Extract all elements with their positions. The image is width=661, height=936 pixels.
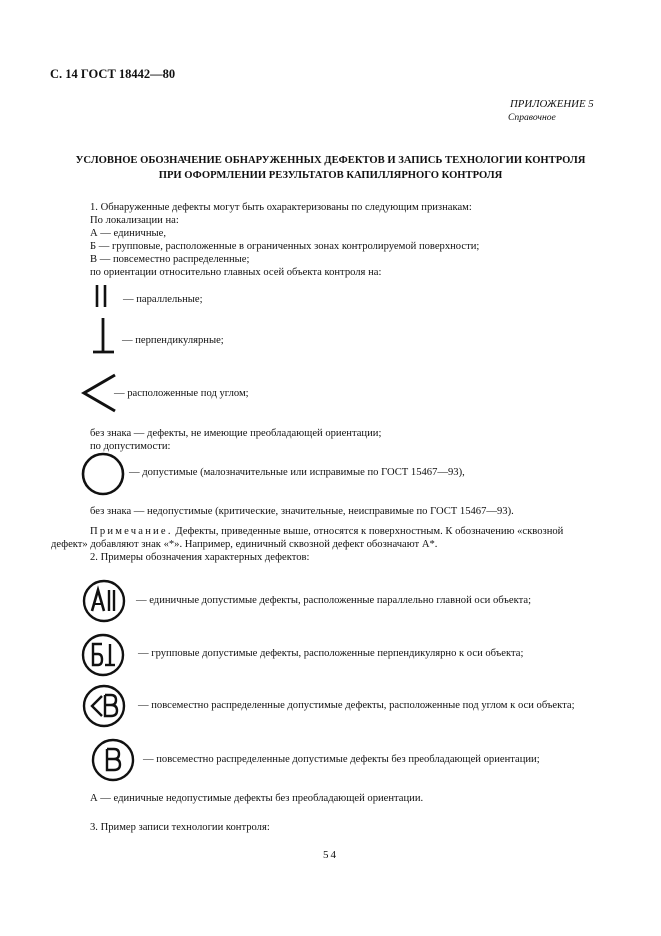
- note-line2: дефект» добавляют знак «*». Например, единичный сквозной дефект обозначают А*.: [51, 539, 438, 550]
- section1-intro: 1. Обнаруженные дефекты могут быть охарактеризованы по следующим признакам:: [90, 202, 472, 213]
- admissible-label: — допустимые (малозначительные или исправимые по ГОСТ 15467—93),: [129, 467, 465, 478]
- orientation-angle-label: — расположенные под углом;: [114, 388, 249, 399]
- page-reference: С. 14 ГОСТ 18442—80: [50, 67, 176, 81]
- no-sign-admissibility: без знака — недопустимые (критические, значительные, неисправимые по ГОСТ 15467—93).: [90, 506, 514, 517]
- no-sign-orientation: без знака — дефекты, не имеющие преобладающей ориентации;: [90, 428, 382, 439]
- orientation-heading: по ориентации относительно главных осей объекта контроля на:: [90, 267, 382, 278]
- localization-heading: По локализации на:: [90, 215, 179, 226]
- perpendicular-icon: [93, 318, 114, 352]
- localization-item-v: В — повсеместно распределенные;: [90, 254, 250, 265]
- note-line1: [90, 525, 563, 538]
- parallel-icon: [97, 285, 105, 307]
- symbol-v-icon: [91, 738, 137, 784]
- document-title-line1: УСЛОВНОЕ ОБОЗНАЧЕНИЕ ОБНАРУЖЕННЫХ ДЕФЕКТОВ И ЗАПИСЬ ТЕХНОЛОГИИ КОНТРОЛЯ: [75, 155, 586, 166]
- example-label-2: — групповые допустимые дефекты, расположенные перпендикулярно к оси объекта;: [138, 648, 524, 659]
- unmarked-example: А — единичные недопустимые дефекты без преобладающей ориентации.: [90, 793, 424, 804]
- note-text: Дефекты, приведенные выше, относятся к поверхностным. К обозначению «сквозной: [172, 526, 564, 537]
- section2-heading: 2. Примеры обозначения характерных дефектов:: [90, 552, 310, 563]
- circle-icon: [80, 451, 128, 499]
- angle-icon: [84, 375, 115, 411]
- note-label: Примечание.: [90, 526, 173, 537]
- example-label-4: — повсеместно распределенные допустимые дефекты без преобладающей ориентации;: [143, 754, 540, 765]
- orientation-perpendicular-label: — перпендикулярные;: [122, 335, 224, 346]
- example-label-3: — повсеместно распределенные допустимые дефекты, расположенные под углом к оси объекта;: [138, 700, 575, 711]
- section3-heading: 3. Пример записи технологии контроля:: [90, 822, 270, 833]
- appendix-type: Справочное: [508, 112, 556, 123]
- page-number: 54: [323, 849, 338, 861]
- localization-item-a: А — единичные,: [90, 228, 166, 239]
- example-label-1: — единичные допустимые дефекты, расположенные параллельно главной оси объекта;: [136, 595, 532, 606]
- admissibility-heading: по допустимости:: [90, 441, 171, 452]
- symbol-v-angle-icon: [82, 684, 128, 730]
- document-title-line2: ПРИ ОФОРМЛЕНИИ РЕЗУЛЬТАТОВ КАПИЛЛЯРНОГО КОНТРОЛЯ: [158, 170, 503, 181]
- localization-item-b: Б — групповые, расположенные в ограниченных зонах контролируемой поверхности;: [90, 241, 480, 252]
- orientation-parallel-label: — параллельные;: [123, 294, 203, 305]
- symbol-a-parallel-icon: [82, 579, 128, 625]
- symbol-b-perpendicular-icon: [81, 633, 127, 679]
- appendix-label: ПРИЛОЖЕНИЕ 5: [510, 98, 594, 110]
